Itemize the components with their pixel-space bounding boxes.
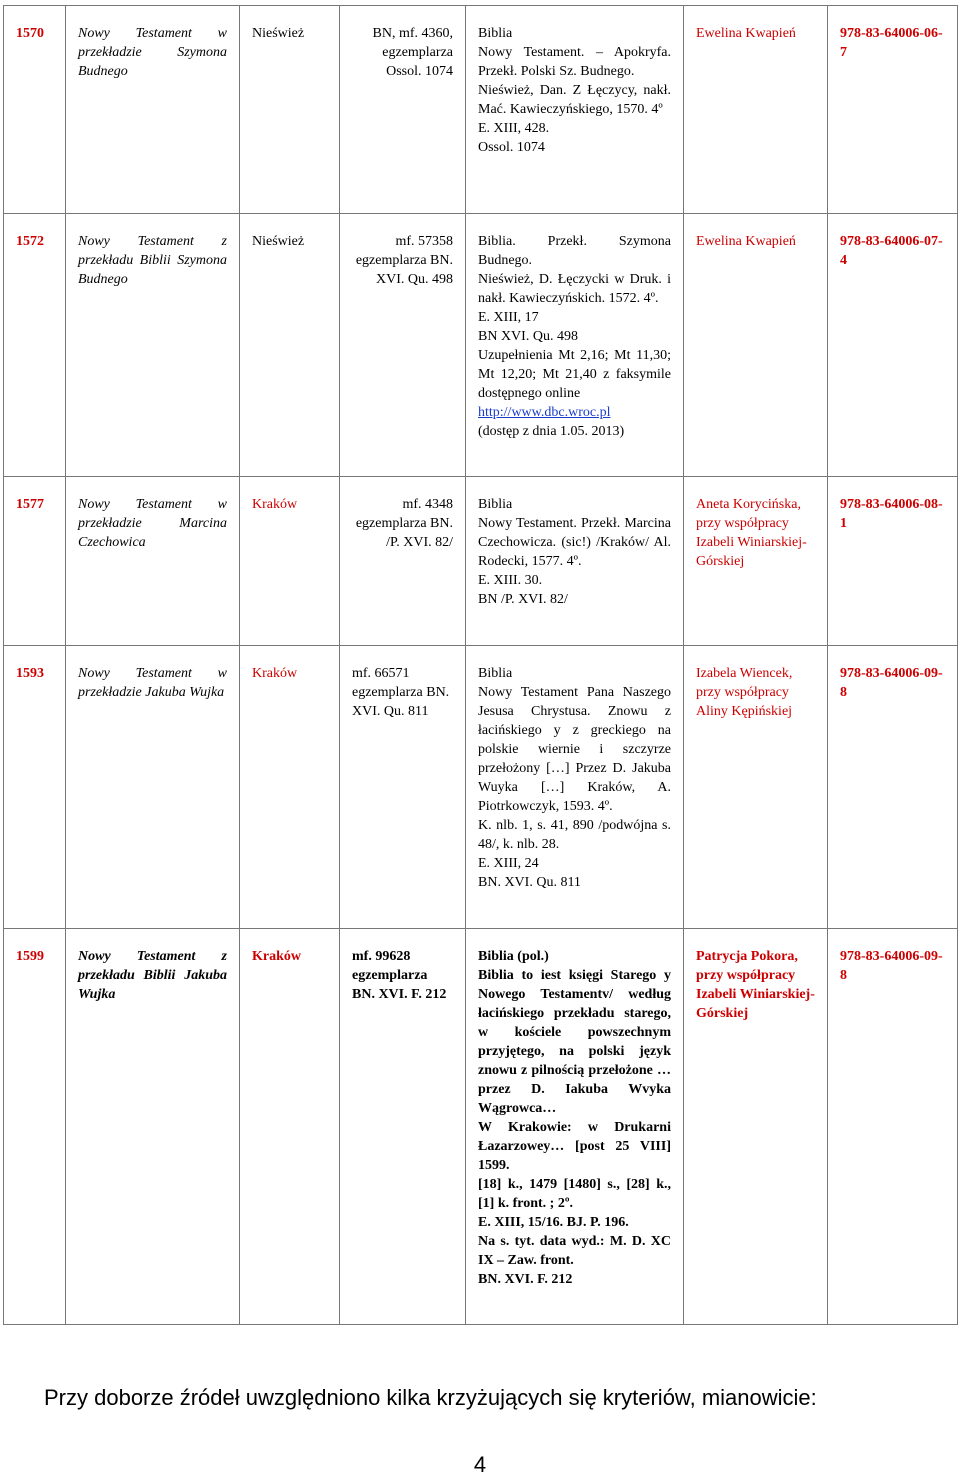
copies-cell: mf. 4348 egzemplarza BN. /P. XVI. 82/ [340, 477, 466, 646]
title-cell: Nowy Testament w przekładzie Jakuba Wujka [66, 646, 240, 929]
year-cell: 1577 [4, 477, 66, 646]
description-cell: Biblia Nowy Testament. Przekł. Marcina Czechowicza. (sic!) /Kraków/ Al. Rodecki, 1577. 4º. E. XIII. 30. BN /P. XVI. 82/ [466, 477, 684, 646]
catalog-table [3, 5, 958, 1325]
year-cell: 1599 [4, 929, 66, 1325]
place-cell: Kraków [240, 477, 340, 646]
page-number: 4 [473, 1452, 487, 1477]
place-cell: Kraków [240, 929, 340, 1325]
copies-cell: mf. 57358 egzemplarza BN. XVI. Qu. 498 [340, 214, 466, 477]
table-row [4, 214, 958, 477]
table-row [4, 646, 958, 929]
description-text: Biblia. Przekł. Szymona Budnego. Nieśwież, D. Łęczycki w Druk. i nakł. Kawieczyńskich. 1572. 4º. E. XIII, 17 BN XVI. Qu. 498 Uzupełnienia Mt 2,16; Mt 11,30; Mt 12,20; Mt 21,40 z faksymile dostępnego online [478, 234, 671, 401]
person-cell: Ewelina Kwapień [684, 6, 828, 214]
title-cell: Nowy Testament z przekładu Biblii Szymona Budnego [66, 214, 240, 477]
person-cell: Aneta Korycińska, przy współpracy Izabeli Winiarskiej-Górskiej [684, 477, 828, 646]
isbn-cell: 978-83-64006-08-1 [828, 477, 958, 646]
description-cell: Biblia (pol.) Biblia to iest księgi Starego y Nowego Testamentv/ według łacińskiego przekładu starego, w kościele powszechnym przyjętego, na polski język znowu z pilnością przełożone … przez D. Iakuba Wvyka Wągrowca… W Krakowie: w Drukarni Łazarzowey… [post 25 VIII] 1599. [18] k., 1479 [1480] s., [28] k., [1] k. front. ; 2º. E. XIII, 15/16. BJ. P. 196. Na s. tyt. data wyd.: M. D. XC IX – Zaw. front. BN. XVI. F. 212 [466, 929, 684, 1325]
place-cell: Kraków [240, 646, 340, 929]
year-cell: 1570 [4, 6, 66, 214]
title-cell: Nowy Testament w przekładzie Szymona Budnego [66, 6, 240, 214]
year-cell: 1593 [4, 646, 66, 929]
copies-cell: mf. 99628 egzemplarza BN. XVI. F. 212 [340, 929, 466, 1325]
description-cell [466, 214, 684, 477]
isbn-cell: 978-83-64006-09-8 [828, 929, 958, 1325]
copies-cell: BN, mf. 4360, egzemplarza Ossol. 1074 [340, 6, 466, 214]
person-cell: Patrycja Pokora, przy współpracy Izabeli Winiarskiej-Górskiej [684, 929, 828, 1325]
footer-text: Przy doborze źródeł uwzględniono kilka krzyżujących się kryteriów, mianowicie: [44, 1385, 817, 1410]
isbn-cell: 978-83-64006-07-4 [828, 214, 958, 477]
title-cell: Nowy Testament z przekładu Biblii Jakuba Wujka [66, 929, 240, 1325]
person-cell: Izabela Wiencek, przy współpracy Aliny Kępińskiej [684, 646, 828, 929]
isbn-cell: 978-83-64006-06-7 [828, 6, 958, 214]
place-cell: Nieśwież [240, 214, 340, 477]
year-cell: 1572 [4, 214, 66, 477]
table-row [4, 6, 958, 214]
table-row [4, 929, 958, 1325]
table-row [4, 477, 958, 646]
description-cell: Biblia Nowy Testament. – Apokryfa. Przekł. Polski Sz. Budnego. Nieśwież, Dan. Z Łęczycy, nakł. Mać. Kawieczyńskiego, 1570. 4º E. XIII, 428. Ossol. 1074 [466, 6, 684, 214]
source-link[interactable]: http://www.dbc.wroc.pl [478, 405, 611, 420]
access-date: (dostęp z dnia 1.05. 2013) [478, 424, 625, 439]
place-cell: Nieśwież [240, 6, 340, 214]
description-cell: Biblia Nowy Testament Pana Naszego Jesusa Chrystusa. Znowu z łacińskiego y z greckiego na polskie wiernie i szczyrze przełożony […] Przez D. Jakuba Wuyka […] Kraków, A. Piotrkowczyk, 1593. 4º. K. nlb. 1, s. 41, 890 /podwójna s. 48/, k. nlb. 28. E. XIII, 24 BN. XVI. Qu. 811 [466, 646, 684, 929]
person-cell: Ewelina Kwapień [684, 214, 828, 477]
copies-cell: mf. 66571 egzemplarza BN. XVI. Qu. 811 [340, 646, 466, 929]
title-cell: Nowy Testament w przekładzie Marcina Czechowica [66, 477, 240, 646]
isbn-cell: 978-83-64006-09-8 [828, 646, 958, 929]
